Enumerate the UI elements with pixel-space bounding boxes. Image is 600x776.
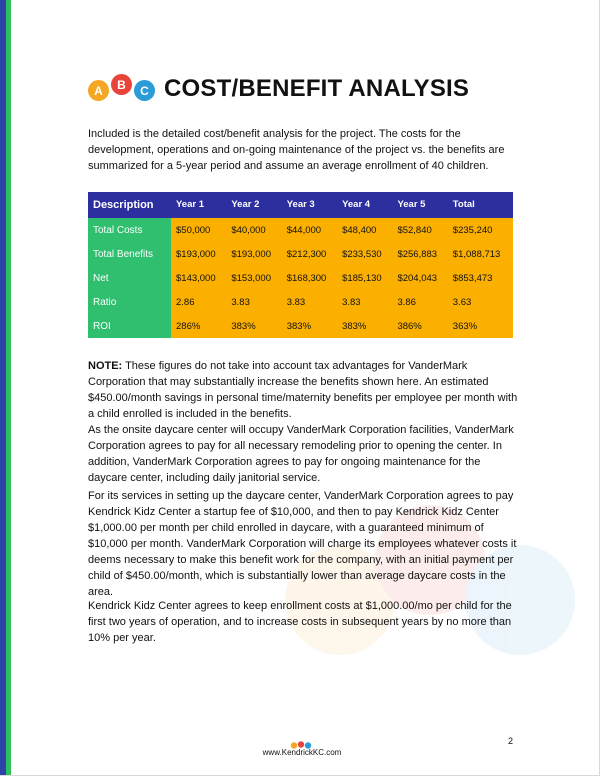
body-paragraph-2: For its services in setting up the daycare center, VanderMark Corporation agrees to pay Kendrick Kidz Center a startup fee of $10,000, and then to pay Kendrick Kidz Center $1,000.00 per month per child enrolled in daycare, with a guaranteed minimum of $10,000 per month. VanderMark Corporation will charge its employees whatever costs it deems necessary to make this benefit work for the company, with an initial payment per child of $450.00/month, which is substantially lower than average daycare costs in the area. [88,490,517,598]
table-cell: $44,000 [282,218,337,243]
table-cell: $50,000 [171,218,226,243]
table-cell: $153,000 [226,266,281,290]
cost-benefit-table [88,192,513,338]
table-cell: 3.63 [448,290,513,314]
abc-logo-icon [88,74,158,104]
table-cell: $143,000 [171,266,226,290]
table-cell: 286% [171,314,226,338]
table-cell: $256,883 [392,242,447,266]
table-cell: 3.83 [337,290,392,314]
table-row [88,290,513,314]
table-cell: $235,240 [448,218,513,243]
title-row [88,74,469,104]
table-cell: 2.86 [171,290,226,314]
footer-url-link[interactable]: www.KendrickKC.com [262,748,342,757]
body-paragraph-3: Kendrick Kidz Center agrees to keep enrollment costs at $1,000.00/mo per child for the first two years of operation, and to increase costs in subsequent years by no more than 10% per year. [88,600,512,644]
note-text: These figures do not take into account tax advantages for VanderMark Corporation that may substantially increase the benefits shown here. An estimated $450.00/month savings in personal time/maternity benefits per employee per month with a child enrolled is included in the benefits. [88,360,518,420]
table-cell: $1,088,713 [448,242,513,266]
table-header-row [88,192,513,218]
footer-abc-logo-icon [290,736,312,744]
header-year-5: Year 5 [392,192,447,218]
row-label: Total Costs [88,218,171,243]
page-number: 2 [508,736,514,746]
table-row [88,314,513,338]
table-cell: $52,840 [392,218,447,243]
table-row [88,266,513,290]
table-cell: 363% [448,314,513,338]
table-cell: $204,043 [392,266,447,290]
table-cell: 3.83 [226,290,281,314]
table-cell: 383% [282,314,337,338]
intro-paragraph: Included is the detailed cost/benefit analysis for the project. The costs for the development, operations and on-going maintenance of the project vs. the benefits are summarized for a 5-year period and assume an average enrollment of 40 children. [88,128,505,172]
logo-bubble-c: C [134,80,155,101]
body-paragraph-1: As the onsite daycare center will occupy VanderMark Corporation facilities, VanderMark Corporation agrees to pay for all necessary remodeling prior to opening the center. In addition, VanderMark Corporation agrees to pay for ongoing maintenance for the daycare center, including daily janitorial service. [88,424,514,484]
table-cell: 3.83 [282,290,337,314]
note-paragraph [88,358,520,422]
table-row [88,218,513,243]
header-year-1: Year 1 [171,192,226,218]
table-cell: $185,130 [337,266,392,290]
header-total: Total [448,192,513,218]
header-year-2: Year 2 [226,192,281,218]
row-label: Ratio [88,290,171,314]
row-label: ROI [88,314,171,338]
table-row [88,242,513,266]
left-accent-bar-green [6,0,11,776]
row-label: Net [88,266,171,290]
logo-bubble-a: A [88,80,109,101]
row-label: Total Benefits [88,242,171,266]
table-cell: 383% [337,314,392,338]
table-cell: $168,300 [282,266,337,290]
table-cell: $193,000 [226,242,281,266]
table-cell: $48,400 [337,218,392,243]
header-year-4: Year 4 [337,192,392,218]
note-label: NOTE: [88,360,123,372]
table-cell: 3.86 [392,290,447,314]
table-cell: 386% [392,314,447,338]
table-cell: $853,473 [448,266,513,290]
page-title: COST/BENEFIT ANALYSIS [164,75,470,102]
table-cell: $212,300 [282,242,337,266]
table-cell: $233,530 [337,242,392,266]
logo-bubble-b: B [111,74,132,95]
table-cell: 383% [226,314,281,338]
table-cell: $193,000 [171,242,226,266]
table-cell: $40,000 [226,218,281,243]
header-description: Description [88,192,171,218]
header-year-3: Year 3 [282,192,337,218]
